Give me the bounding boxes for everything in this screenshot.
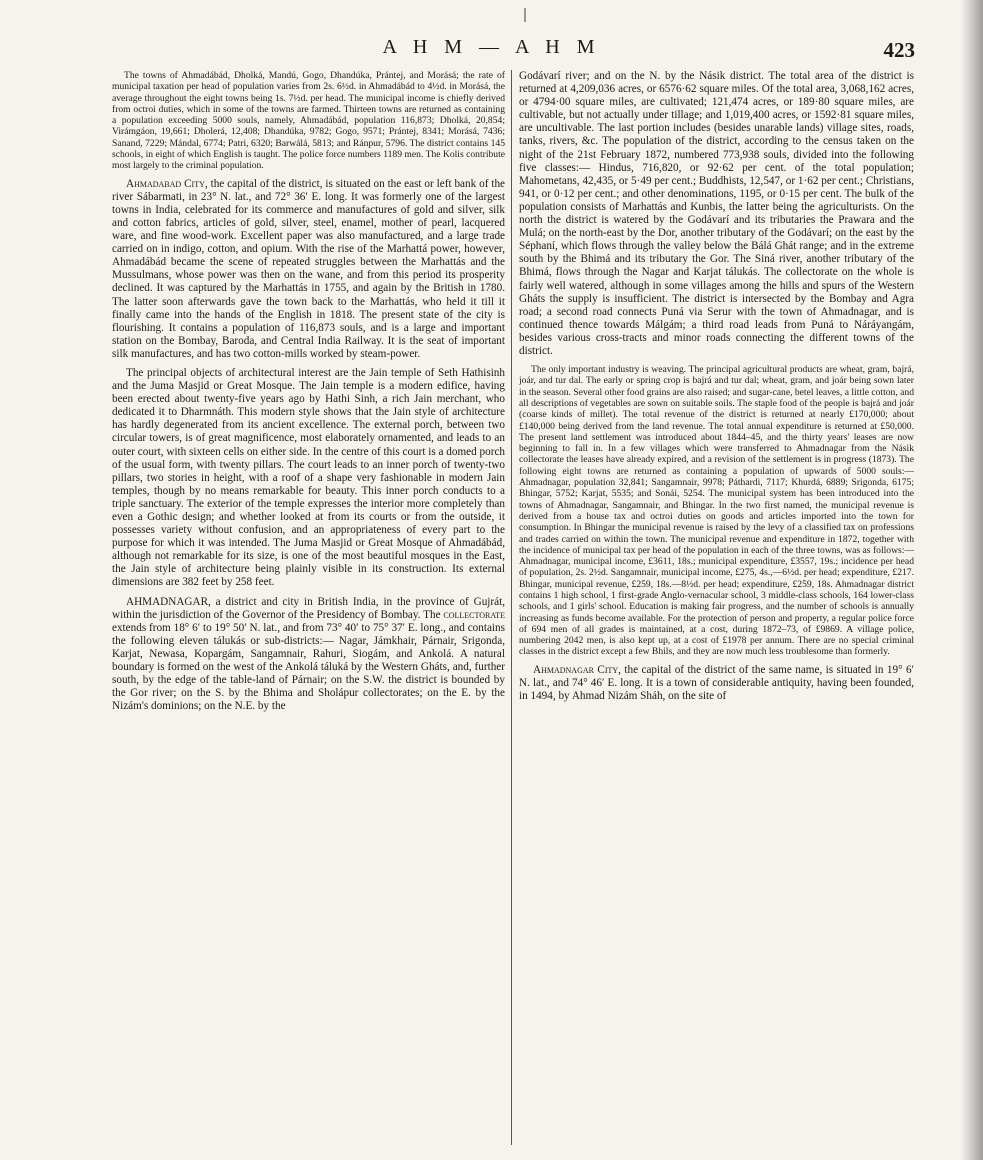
ahmadnagar-city-paragraph bbox=[519, 664, 914, 703]
page-header bbox=[0, 36, 983, 64]
page-edge-shadow bbox=[961, 0, 983, 1160]
ahmadnagar-city-text: the capital of the district of the same name, is situated in 19° 6′ N. lat., and 74° 46′ E. long. It is a town of considerable antiquity, having been founded, in 1494, by Ahmad Nizám Sháh, on the site of bbox=[519, 663, 914, 702]
ahmadnagar-city-heading: Ahmadnagar City, bbox=[533, 663, 621, 676]
industry-revenue-paragraph: The only important industry is weaving. The principal agricultural products are wheat, gram, bajrá, joár, and tur dal. The early or spring crop is bajrá and tur dal; wheat, gram, and joár being sown later in the season. Several other food grains are also raised; and sugar-cane, betel leaves, a little cotton, and all descriptions of vegetables are sown on suitable soils. The staple food of the people is bajrá and joár (coarse kinds of millet). The total revenue of the district is returned at nearly £170,000; about £140,000 being derived from the land revenue. The total annual expenditure is returned at £50,000. The present land settlement was introduced about 1844–45, and the thirty years' leases are now beginning to fall in. In a few villages which were transferred to Ahmadnagar from the Násik collectorate the leases have already expired, and a revision of the settlement is in progress (1873). The following eight towns are returned as containing a population of upwards of 5000 souls:—Ahmadnagar, population 32,841; Sangamnair, 9978; Páthardi, 7117; Khurdá, 6889; Srigonda, 6175; Bhingar, 5752; Karjat, 5535; and Sonái, 5254. The municipal system has been introduced into the towns of Ahmadnagar, Sangamnair, and Bhingar. In the two first named, the municipal revenue is derived from a house tax and octroi duties on goods and articles imported into the town for consumption. In Bhingar the municipal revenue is raised by the levy of a classified tax on professions and trades carried on within the town. The municipal revenue and expenditure in 1872, together with the incidence of municipal tax per head of the population in each of the three towns, was as follows:—Ahmadnagar, municipal income, £3611, 18s.; municipal expenditure, £3557, 19s.; incidence per head of population, 2s. 2½d. Sangamnair, municipal income, £275, 4s.,—6½d. per head; expenditure, £217. Bhingar, municipal revenue, £259, 18s.—8½d. per head; expenditure, £259, 18s. Ahmadnagar district contains 1 high school, 1 first-grade Anglo-vernacular school, 3 middle-class schools, 164 lower-class schools, and 1 girls' school. Education is making fair progress, and the number of schools is annually increasing as funds become available. For the protection of person and property, a regular police force of 694 men of all grades is maintained, at a cost, during 1872–73, of £9869. A village police, numbering 2042 men, is also kept up, at a cost of £1978 per annum. There are no special criminal classes in the district except a few Bhils, and they are now much less troublesome than formerly. bbox=[519, 364, 914, 658]
ahmadnagar-heading: AHMADNAGAR, bbox=[126, 595, 211, 608]
right-column bbox=[519, 70, 914, 1155]
collectorate-smallcaps: collectorate bbox=[443, 608, 505, 621]
ahmadabad-city-paragraph bbox=[112, 178, 505, 361]
left-column bbox=[112, 70, 505, 1155]
ahmadnagar-text-b: extends from 18° 6′ to 19° 50′ N. lat., and from 73° 40′ to 75° 37′ E. long., and contains the following eleven tálukás or sub-districts:— Nagar, Jámkhair, Párnair, Srigonda, Karjat, Newasa, Kopargám, Sangamnair, Rahuri, Siogám, and Ankolá. A natural boundary is formed on the west of the Ankolá táluká by the Western Gháts, and, further south, by the edge of the table-land of Párnair; on the S.W. the district is bounded by the Gor river; on the S. by the Bhima and Sholápur collectorates; on the E. by the Nizám's dominions; on the N.E. by the bbox=[112, 621, 505, 713]
ahmadnagar-paragraph bbox=[112, 596, 505, 714]
architecture-paragraph: The principal objects of architectural interest are the Jain temple of Seth Hathisinh and the Juma Masjid or Great Mosque. The Jain temple is a modern edifice, having been erected about twenty-five years ago by Hathi Sinh, a rich Jain merchant, who dedicated it to Dharmnáth. This modern style shows that the Jain style of architecture has hardly degenerated from its ancient excellence. The external porch, between two circular towers, is of great magnificence, most elaborately ornamented, and leads to an outer court, with sixteen cells on either side. In the centre of this court is a domed porch of the usual form, with twenty pillars. The court leads to an inner porch of twenty-two pillars, two stories in height, with a roof of a shape very fashionable in modern Jain temples, though by no means remarkable for beauty. This inner porch conducts to a triple sanctuary. The exterior of the temple expresses the interior more completely than even a Gothic design; and whether looked at from its courts or from the outside, it possesses variety without confusion, and an appropriateness of every part to the purpose for which it was intended. The Juma Masjid or Great Mosque of Ahmadábád, although not remarkable for its size, is one of the most beautiful mosques in the East, the Jain style of architecture being plainly visible in its construction. Its external dimensions are 382 feet by 258 feet. bbox=[112, 366, 505, 589]
ahmadabad-city-text: the capital of the district, is situated on the east or left bank of the river Sábarmati, in 23° N. lat., and 72° 36′ E. long. It was formerly one of the largest towns in India, celebrated for its commerce and manufactures of gold and silver, silk and cotton fabrics, articles of gold, silver, steel, enamel, mother of pearl, lacquered ware, and fine wood-work. Excellent paper was also manufactured, and a large trade carried on in indigo, cotton, and opium. With the rise of the Marhattá power, however, Ahmadábád became the scene of repeated struggles between the Marhattás and the Mussulmans, whose power was then on the wane, and from this period its prosperity declined. It was captured by the Marhattás in 1755, and again by the British in 1780. The latter soon afterwards gave the town back to the Marhattás, who held it till it finally came into the hands of the English in 1818. The present state of the city is flourishing. It contains a population of 116,873 souls, and is a large and important station on the Bombay, Baroda, and Central India Railway. It is the seat of important silk manufactures, and has two cotton-mills worked by steam-power. bbox=[112, 177, 505, 360]
ahmadabad-city-heading: Ahmadabad City, bbox=[126, 177, 208, 190]
page-crease-mark bbox=[524, 8, 526, 22]
page-number: 423 bbox=[883, 38, 915, 62]
ahmadnagar-text-a: a district and city in British India, in the province of Gujrát, within the jurisdiction of the Governor of the Presidency of Bombay. The bbox=[112, 595, 505, 621]
column-divider bbox=[511, 70, 512, 1145]
running-head: A H M — A H M bbox=[382, 36, 601, 58]
district-area-paragraph: Godávarí river; and on the N. by the Násik district. The total area of the district is returned at 4,209,036 acres, or 6576·62 square miles. Of the total area, 3,068,162 acres, or 4794·00 square miles, are cultivated; 121,474 acres, or 189·80 square miles, are cultivable, but not actually under tillage; and 1,019,400 acres, or 1592·81 square miles, are uncultivable. The last portion includes (besides unarable lands) village sites, roads, tanks, rivers, &c. The population of the district, according to the census taken on the night of the 21st February 1872, numbered 773,938 souls, divided into the following five classes:— Hindus, 716,820, or 92·62 per cent. of the total population; Mahometans, 42,435, or 5·49 per cent.; Buddhists, 12,547, or 1·62 per cent.; Christians, 941, or 0·12 per cent.; and other denominations, 1195, or 0·15 per cent. The bulk of the population consists of Marhattás and Kunbis, the latter being the agriculturists. On the north the district is watered by the Godávarí and its tributaries the Prawara and the Mulá; on the north-east by the Dor, another tributary of the Godávarí; on the east by the Séphaní, which flows through the valley below the Bálá Ghát range; and in the extreme south by the Bhimá and its tributary the Gor. The Siná river, another tributary of the Bhimá, flows through the Nagar and Karjat tálukás. The collectorate on the whole is fairly well watered, although in some villages among the hills and spurs of the Western Gháts the supply is insufficient. The district is intersected by the Bombay and Agra road; a second road connects Puná via Serur with the town of Ahmadnagar, and is continued thence towards Málgám; a third road leads from Puná to Náráyangám, besides various cross-tracts and minor roads connecting the different towns of the district. bbox=[519, 70, 914, 357]
municipal-towns-paragraph: The towns of Ahmadábád, Dholká, Mandú, Gogo, Dhandúka, Prántej, and Morásá; the rate of municipal taxation per head of population varies from 2s. 6½d. in Ahmadábád to 4½d. in Morásá, the average throughout the eight towns being 1s. 7½d. per head. The municipal income is chiefly derived from octroi duties, which in some of the towns are farmed. Thirteen towns are returned as containing a population exceeding 5000 souls, namely, Ahmadábád, population 116,873; Dholká, 20,854; Virámgáon, 19,661; Dholerá, 12,408; Dhandúka, 9782; Gogo, 9571; Prántej, 8341; Morásá, 7436; Sanand, 7229; Mándal, 6774; Patri, 6320; Barwálá, 5813; and Ránpur, 5796. The district contains 145 schools, in eight of which English is taught. The police force numbers 1189 men. The Kolis contribute most largely to the criminal population. bbox=[112, 70, 505, 172]
